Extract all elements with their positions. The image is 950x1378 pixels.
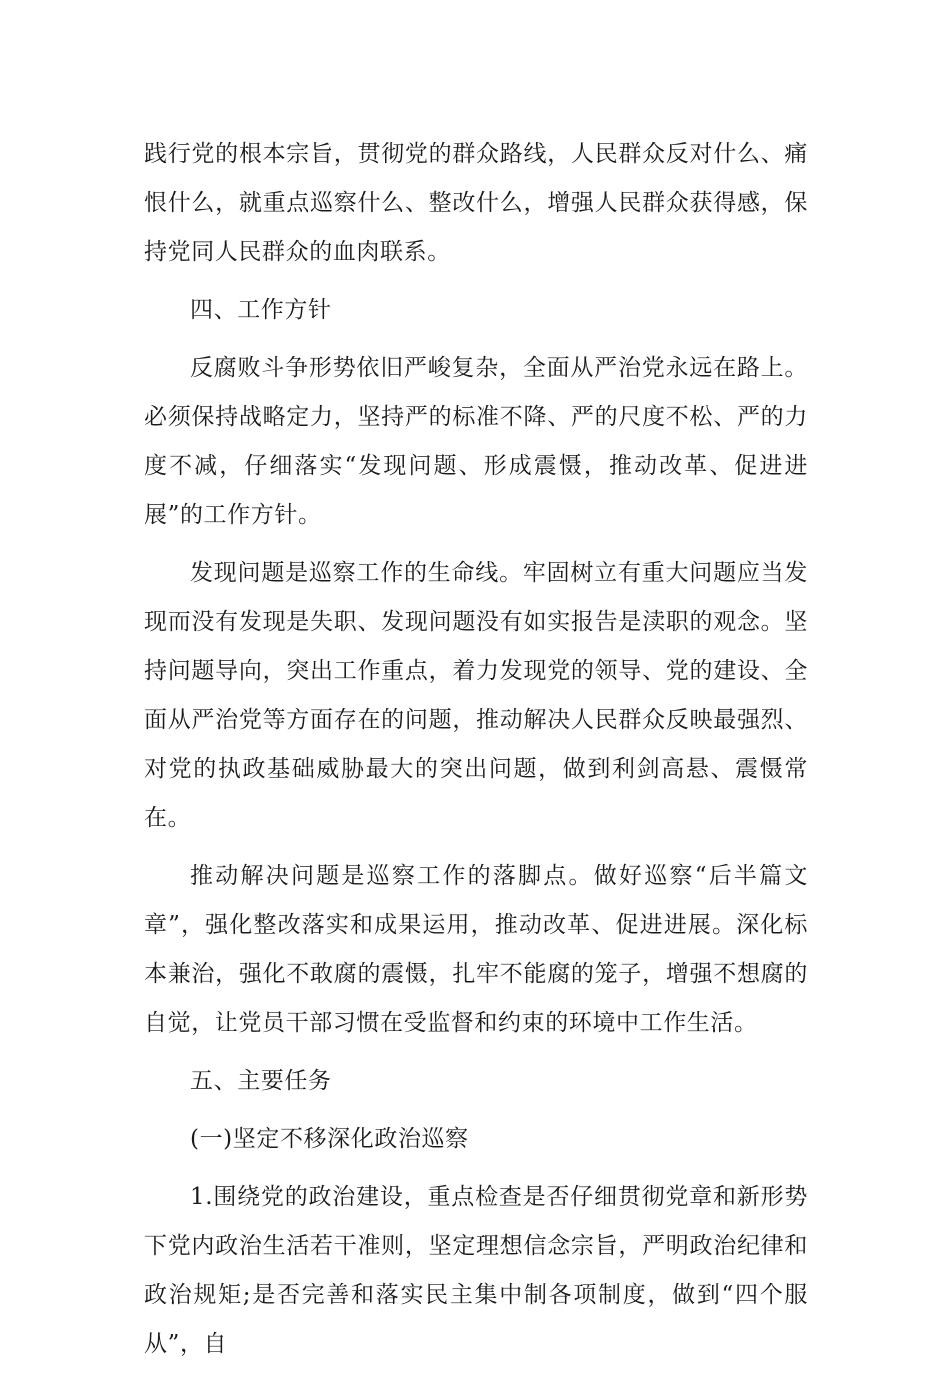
section-heading-5: 五、主要任务 (190, 1068, 332, 1094)
paragraph-3: 发现问题是巡察工作的生命线。牢固树立有重大问题应当发现而没有发现是失职、发现问题没有如实报告是渎职的观念。坚持问题导向，突出工作重点，着力发现党的领导、党的建设、全面从严治党等方面存在的问题，推动解决人民群众反映最强烈、对党的执政基础威胁最大的突出问题，做到利剑高悬、震慑常在。 (144, 560, 808, 831)
subsection-heading-1: (一)坚定不移深化政治巡察 (190, 1126, 469, 1152)
paragraph-2: 反腐败斗争形势依旧严峻复杂，全面从严治党永远在路上。必须保持战略定力，坚持严的标准不降、严的尺度不松、严的力度不减，仔细落实“发现问题、形成震慑，推动改革、促进进展”的工作方针。 (144, 355, 808, 528)
paragraph-5: 1.围绕党的政治建设，重点检查是否仔细贯彻党章和新形势下党内政治生活若干准则，坚定理想信念宗旨，严明政治纪律和政治规矩;是否完善和落实民主集中制各项制度，做到“四个服从”，自 (144, 1184, 808, 1357)
paragraph-4: 推动解决问题是巡察工作的落脚点。做好巡察“后半篇文章”，强化整改落实和成果运用，推动改革、促进进展。深化标本兼治，强化不敢腐的震慑，扎牢不能腐的笼子，增强不想腐的自觉，让党员干部习惯在受监督和约束的环境中工作生活。 (144, 863, 808, 1036)
section-heading-4: 四、工作方针 (190, 297, 332, 323)
document-body (144, 130, 808, 1378)
paragraph-1: 践行党的根本宗旨，贯彻党的群众路线，人民群众反对什么、痛恨什么，就重点巡察什么、整改什么，增强人民群众获得感，保持党同人民群众的血肉联系。 (144, 141, 808, 265)
